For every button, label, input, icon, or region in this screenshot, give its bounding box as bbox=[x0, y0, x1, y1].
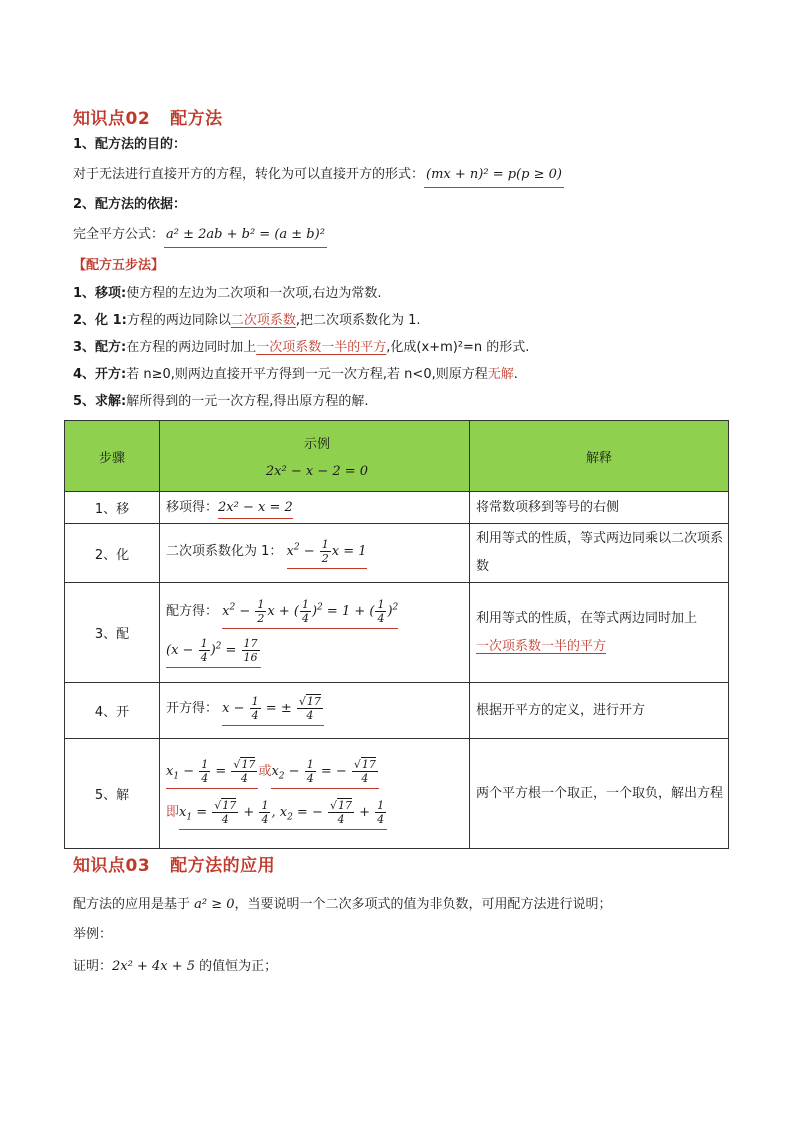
basis-text: 完全平方公式： bbox=[73, 227, 165, 242]
example-label: 举例： bbox=[73, 927, 113, 942]
row-2-explain: 利用等式的性质，等式两边同乘以二次项系数 bbox=[470, 524, 729, 583]
header-explain: 解释 bbox=[470, 421, 729, 492]
row-5-equation-2: $x_2$ − $\frac{1}{4}$ = − $\frac{√17}{4}$ bbox=[271, 758, 378, 789]
table-row bbox=[65, 739, 729, 849]
row-3-explain-a: 利用等式的性质，在等式两边同时加上 bbox=[476, 610, 698, 626]
step-3-text-a: 在方程的两边同时加上 bbox=[126, 340, 257, 355]
row-1-example bbox=[160, 492, 470, 524]
step-1-line bbox=[73, 285, 382, 303]
step-4-line bbox=[73, 366, 518, 384]
row-4-example bbox=[160, 683, 470, 739]
five-steps-title: 【配方五步法】 bbox=[73, 258, 165, 273]
step-1-text: 使方程的左边为二次项和一次项,右边为常数. bbox=[126, 286, 382, 301]
step-2-highlight: 二次项系数 bbox=[230, 313, 296, 328]
section-title-text: 配方法 bbox=[170, 109, 223, 129]
row-5-equation-3: $x_1$ = $\frac{√17}{4}$ + $\frac{1}{4}$ , $x_2$ = − $\frac{√17}{4}$ + $\frac{1}{4}$ bbox=[179, 799, 387, 830]
section-title-text: 配方法的应用 bbox=[170, 856, 276, 876]
row-4-step: 4、开 bbox=[65, 683, 160, 739]
row-3-example-equation-2: (x − $\frac{1}{4}$ )$^2$ = $\frac{17}{16}$ bbox=[166, 637, 261, 668]
row-1-explain: 将常数项移到等号的右侧 bbox=[470, 492, 729, 524]
step-2-label: 2、化 1: bbox=[73, 313, 127, 328]
step-1-label: 1、移项: bbox=[73, 286, 127, 301]
header-example bbox=[160, 421, 470, 492]
table-row bbox=[65, 524, 729, 583]
row-4-explain: 根据开平方的定义，进行开方 bbox=[470, 683, 729, 739]
step-3-text-b: ,化成(x+m)²=n 的形式. bbox=[386, 340, 530, 355]
row-3-example-label: 配方得： bbox=[166, 603, 219, 619]
section-number: 知识点02 bbox=[73, 109, 151, 129]
table-header-row bbox=[65, 421, 729, 492]
row-2-step: 2、化 bbox=[65, 524, 160, 583]
step-3-label: 3、配方: bbox=[73, 340, 127, 355]
table-row bbox=[65, 683, 729, 739]
purpose-heading: 1、配方法的目的： bbox=[73, 137, 187, 152]
step-4-highlight: 无解 bbox=[487, 367, 514, 382]
basis-line bbox=[73, 226, 327, 248]
row-2-example-label: 二次项系数化为 1： bbox=[166, 543, 283, 559]
basis-formula: a² ± 2ab + b² = (a ± b)² bbox=[164, 226, 327, 248]
row-3-example bbox=[160, 583, 470, 683]
table-row bbox=[65, 492, 729, 524]
row-5-step: 5、解 bbox=[65, 739, 160, 849]
basis-heading: 2、配方法的依据： bbox=[73, 197, 187, 212]
step-2-text-b: ,把二次项系数化为 1. bbox=[295, 313, 421, 328]
header-example-label: 示例 bbox=[303, 437, 330, 452]
intro-text-b: ，当要说明一个二次多项式的值为非负数，可用配方法进行说明； bbox=[234, 897, 612, 912]
proof-label: 证明： bbox=[73, 959, 113, 974]
row-5-example bbox=[160, 739, 470, 849]
row-5-so: 即 bbox=[166, 804, 180, 820]
step-4-text-b: . bbox=[513, 367, 518, 382]
step-5-line bbox=[73, 393, 369, 411]
row-1-example-label: 移项得： bbox=[166, 500, 219, 515]
header-step: 步骤 bbox=[65, 421, 160, 492]
step-2-line bbox=[73, 312, 421, 330]
intro-formula: a² ≥ 0 bbox=[194, 897, 235, 912]
row-5-equation-1: $x_1$ − $\frac{1}{4}$ = $\frac{√17}{4}$ bbox=[166, 758, 258, 789]
row-4-example-equation: x − $\frac{1}{4}$ = ± $\frac{√17}{4}$ bbox=[222, 695, 324, 726]
row-2-example-equation: $x^2$ − $\frac{1}{2}$ x = 1 bbox=[287, 538, 367, 569]
step-3-line bbox=[73, 339, 529, 357]
header-example-equation: 2x² − x − 2 = 0 bbox=[265, 464, 369, 479]
row-3-step: 3、配 bbox=[65, 583, 160, 683]
row-3-explain-highlight: 一次项系数一半的平方 bbox=[476, 638, 607, 654]
step-5-label: 5、求解: bbox=[73, 394, 127, 409]
purpose-text: 对于无法进行直接开方的方程，转化为可以直接开方的形式： bbox=[73, 167, 425, 182]
proof-line bbox=[73, 958, 277, 976]
step-2-text-a: 方程的两边同除以 bbox=[126, 313, 231, 328]
proof-formula: 2x² + 4x + 5 bbox=[112, 959, 196, 974]
row-5-or: 或 bbox=[258, 763, 272, 779]
application-intro bbox=[73, 896, 612, 914]
row-4-example-label: 开方得： bbox=[166, 701, 219, 716]
proof-text: 的值恒为正； bbox=[199, 959, 278, 974]
row-2-example bbox=[160, 524, 470, 583]
step-4-label: 4、开方: bbox=[73, 367, 127, 382]
step-5-text: 解所得到的一元一次方程,得出原方程的解. bbox=[126, 394, 369, 409]
row-5-explain: 两个平方根一个取正，一个取负，解出方程 bbox=[470, 739, 729, 849]
purpose-line bbox=[73, 166, 564, 188]
purpose-formula: (mx + n)² = p(p ≥ 0) bbox=[424, 166, 564, 188]
section-number: 知识点03 bbox=[73, 856, 151, 876]
section-03-title bbox=[73, 851, 275, 876]
section-02-title bbox=[73, 104, 223, 129]
steps-table bbox=[64, 420, 729, 849]
row-3-example-equation-1: $x^2$ − $\frac{1}{2}$ x + ( $\frac{1}{4}$ )$^2$ = 1 + ( $\frac{1}{4}$ )$^2$ bbox=[222, 598, 398, 629]
row-3-explain bbox=[470, 583, 729, 683]
intro-text-a: 配方法的应用是基于 bbox=[73, 897, 191, 912]
row-1-example-equation: 2x² − x = 2 bbox=[218, 500, 293, 519]
step-4-text-a: 若 n≥0,则两边直接开平方得到一元一次方程,若 n<0,则原方程 bbox=[126, 367, 488, 382]
step-3-highlight: 一次项系数一半的平方 bbox=[256, 340, 387, 355]
row-1-step: 1、移 bbox=[65, 492, 160, 524]
table-row bbox=[65, 583, 729, 683]
